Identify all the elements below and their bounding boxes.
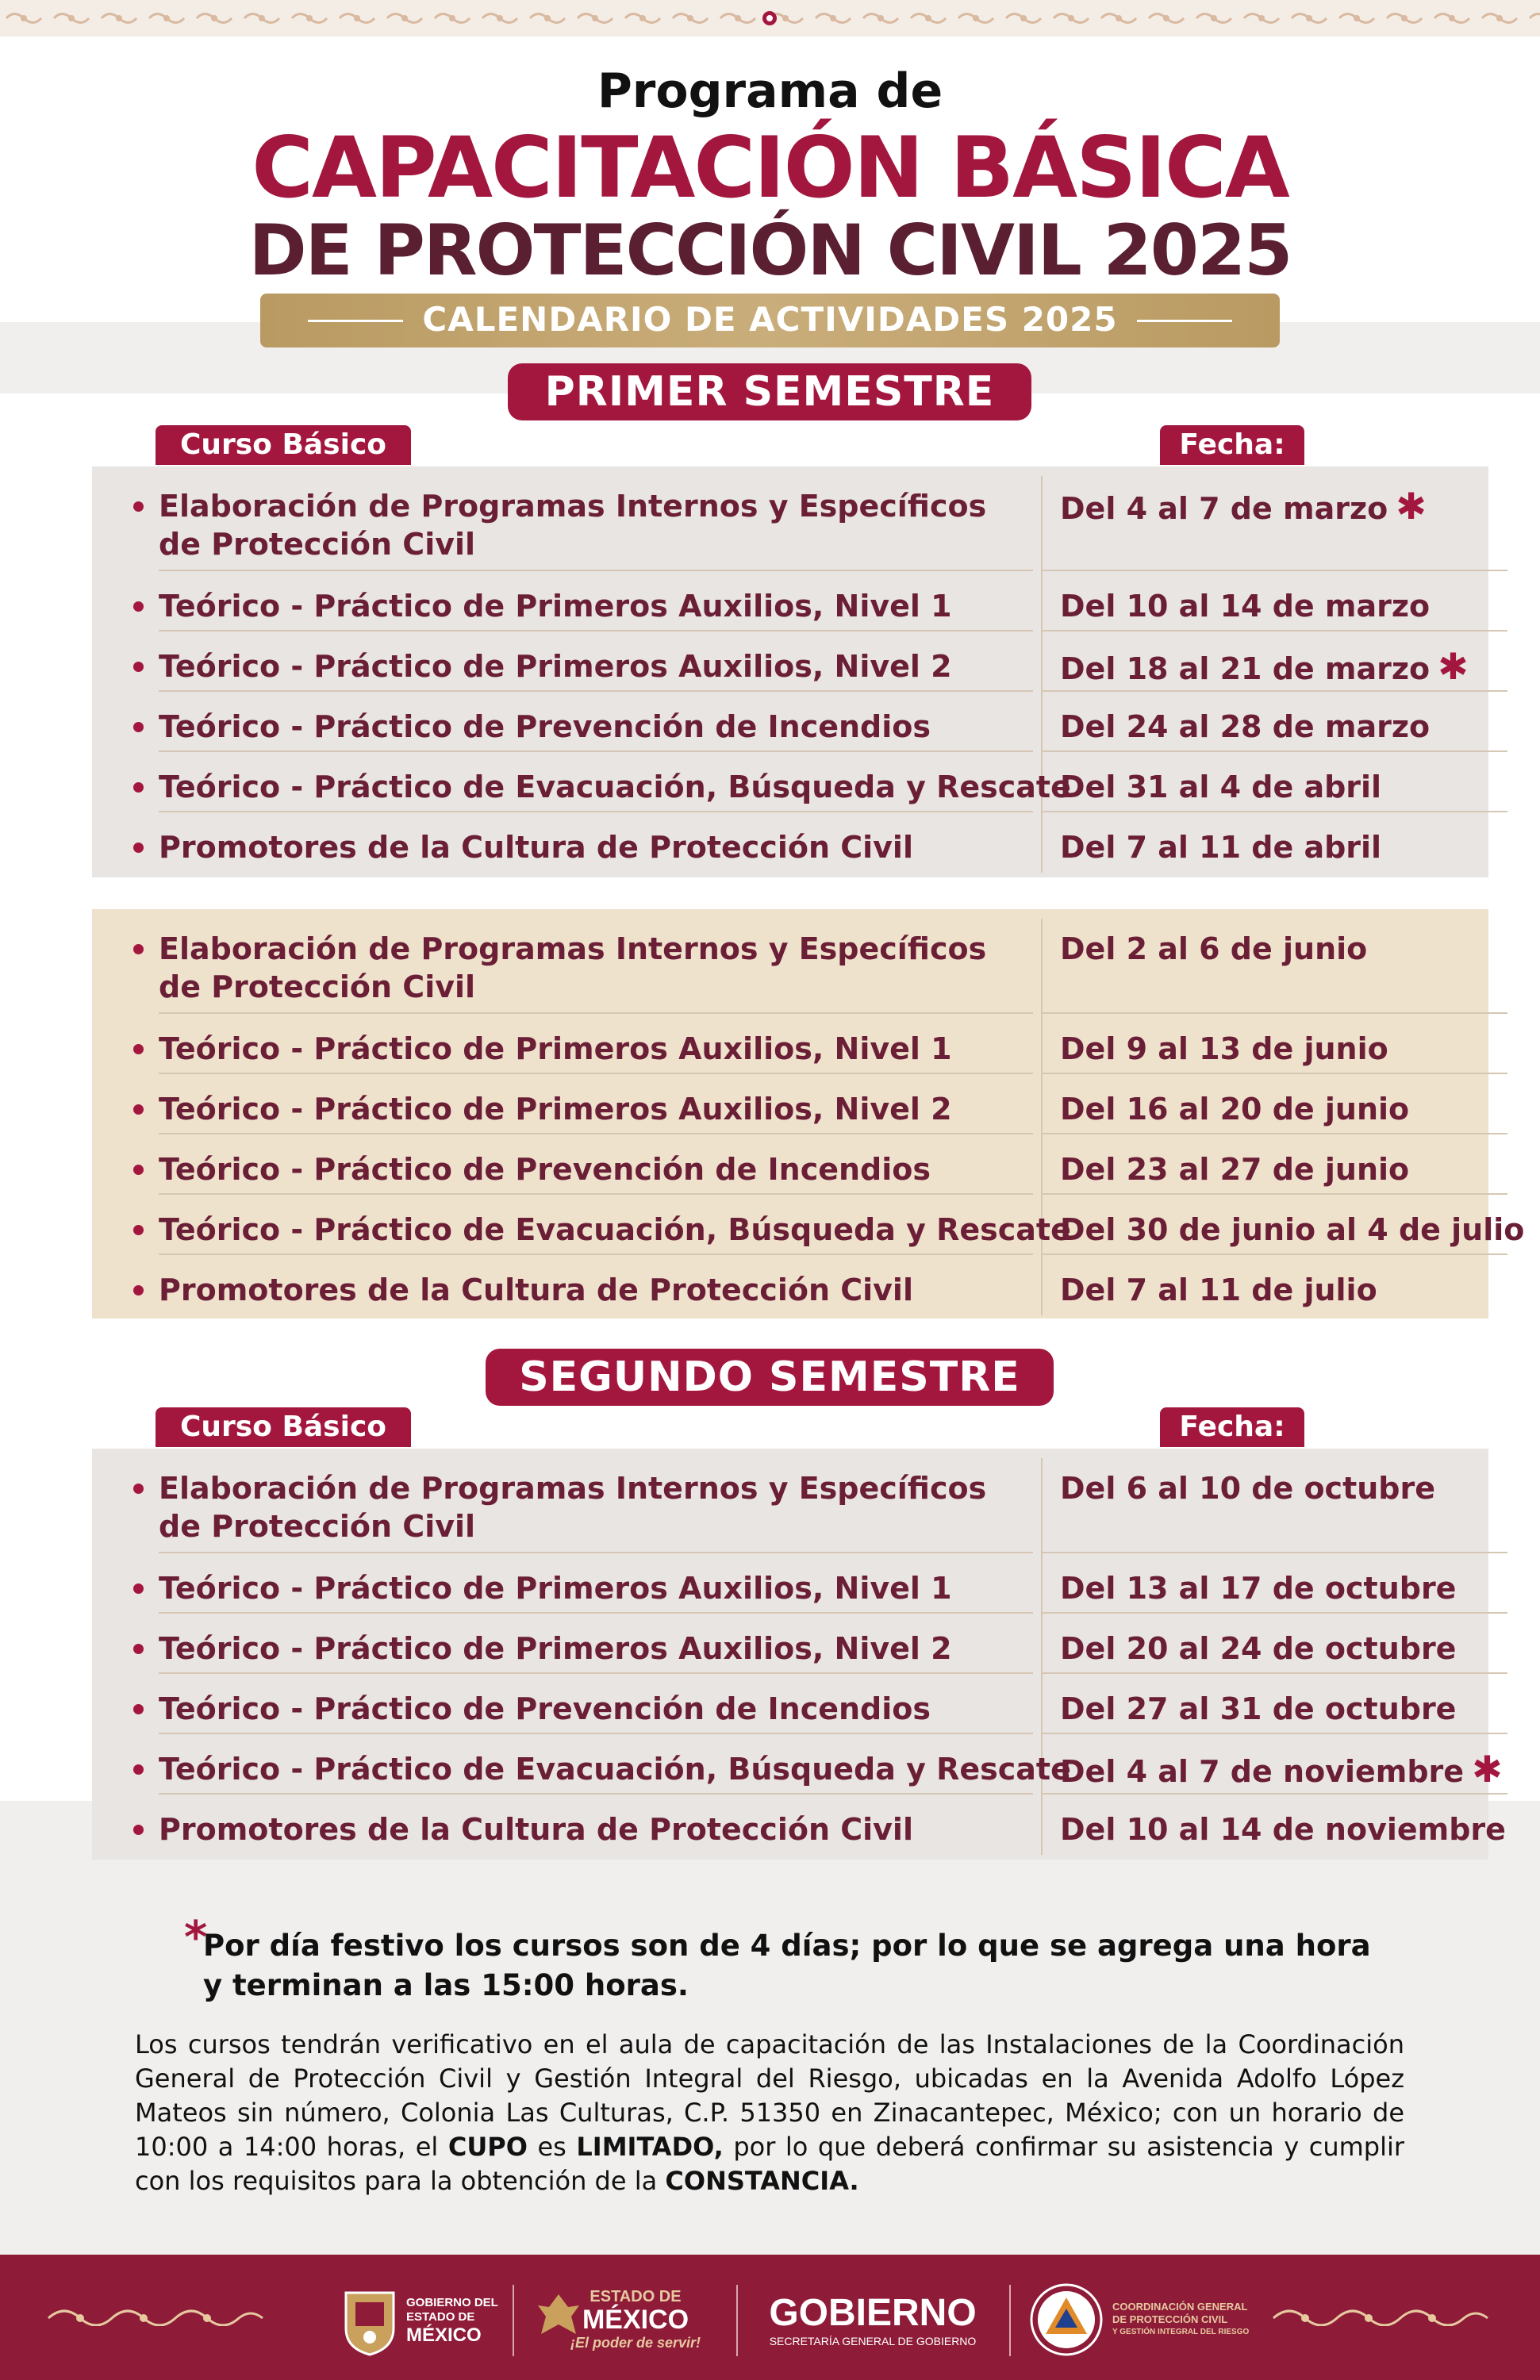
course-date-text: Del 6 al 10 de octubre: [1060, 1471, 1436, 1506]
course-date: [1060, 828, 1504, 866]
top-ornament-band: [0, 0, 1540, 36]
course-date-text: Del 31 al 4 de abril: [1060, 770, 1382, 804]
course-date: [1060, 1090, 1504, 1128]
holiday-asterisk-icon: ✱: [1396, 485, 1427, 528]
logo2-slogan: ¡El poder de servir!: [570, 2335, 701, 2351]
course-row: [92, 1074, 1488, 1134]
course-row: [92, 1553, 1488, 1614]
footer-ornament-left-icon: [44, 2302, 267, 2326]
bullet-icon: [133, 722, 144, 732]
course-row: [92, 692, 1488, 752]
course-date: [1060, 1271, 1504, 1309]
holiday-asterisk-icon: ✱: [1472, 1748, 1503, 1791]
course-date-text: Del 4 al 7 de marzo: [1060, 491, 1388, 526]
course-date-text: Del 7 al 11 de abril: [1060, 830, 1382, 865]
course-row: [92, 752, 1488, 812]
logo-coordinacion: [1112, 2301, 1249, 2339]
course-row: [92, 470, 1488, 571]
logo-estado-mexico: [568, 2288, 703, 2351]
course-row: [92, 1014, 1488, 1074]
holiday-note: [184, 1912, 1393, 2006]
course-header-1: Curso Básico: [156, 425, 411, 465]
logo1-line1: GOBIERNO DEL: [406, 2296, 498, 2309]
calendar-banner: [260, 294, 1280, 347]
course-row: [92, 912, 1488, 1014]
civil-protection-emblem-icon: [1028, 2282, 1104, 2358]
bullet-icon: [133, 1764, 144, 1775]
course-date-text: Del 30 de junio al 4 de julio: [1060, 1212, 1525, 1247]
course-date-text: Del 10 al 14 de noviembre: [1060, 1812, 1506, 1847]
info-text-3: por lo que deberá confirmar su asistencia y cumplir con los requisitos para la obtención de la: [135, 2132, 1405, 2196]
bullet-icon: [133, 501, 144, 512]
course-name: Teórico - Práctico de Prevención de Incendios: [159, 1691, 931, 1726]
info-cupo: CUPO: [447, 2132, 528, 2162]
course-header-2: Curso Básico: [156, 1407, 411, 1447]
logo2-top: ESTADO DE: [590, 2288, 682, 2305]
course-date: [1060, 1810, 1504, 1848]
course-date: [1060, 487, 1504, 528]
footer-divider-3: [1009, 2285, 1011, 2356]
info-paragraph: [135, 2028, 1404, 2198]
title-line-2: CAPACITACIÓN BÁSICA: [252, 119, 1288, 217]
course-name: Teórico - Práctico de Primeros Auxilios, Nivel 2: [159, 1631, 952, 1666]
course-row: [92, 1195, 1525, 1255]
course-date: [1060, 768, 1504, 806]
bullet-icon: [133, 1484, 144, 1494]
course-name: Teórico - Práctico de Evacuación, Búsqueda y Rescate: [159, 1212, 1071, 1247]
course-date-text: Del 2 al 6 de junio: [1060, 931, 1368, 966]
course-row: [92, 571, 1488, 631]
note-asterisk: *: [184, 1912, 208, 1964]
logo1-line2: ESTADO DE: [406, 2310, 475, 2324]
bullet-icon: [133, 782, 144, 793]
course-date: [1060, 1030, 1504, 1068]
course-date-text: Del 27 al 31 de octubre: [1060, 1691, 1457, 1726]
course-date: [1060, 587, 1504, 625]
course-name: Teórico - Práctico de Primeros Auxilios, Nivel 1: [159, 589, 952, 624]
footer-divider-1: [513, 2285, 514, 2356]
bullet-icon: [133, 601, 144, 612]
footer-divider-2: [736, 2285, 738, 2356]
course-row: [92, 1734, 1503, 1795]
logo3-main: GOBIERNO: [769, 2292, 977, 2334]
date-header-2: Fecha:: [1160, 1407, 1304, 1447]
course-name: Teórico - Práctico de Evacuación, Búsqueda y Rescate: [159, 1752, 1071, 1787]
logo4-line1: COORDINACIÓN GENERAL: [1112, 2301, 1248, 2313]
semester-title-2: SEGUNDO SEMESTRE: [486, 1349, 1054, 1406]
bullet-icon: [133, 1285, 144, 1296]
course-name: Teórico - Práctico de Primeros Auxilios, Nivel 2: [159, 1092, 952, 1127]
course-name: Teórico - Práctico de Prevención de Incendios: [159, 709, 931, 744]
logo4-line2: DE PROTECCIÓN CIVIL: [1112, 2313, 1228, 2325]
course-row: [92, 1255, 1488, 1315]
footer-bar: [0, 2255, 1540, 2380]
banner-line-right: [1137, 320, 1232, 322]
course-date: [1060, 1630, 1504, 1668]
bullet-icon: [133, 1044, 144, 1054]
date-header-1: Fecha:: [1160, 425, 1304, 465]
bullet-icon: [133, 1225, 144, 1235]
course-date: [1060, 1569, 1504, 1607]
info-limitado: LIMITADO,: [576, 2132, 724, 2162]
bullet-icon: [133, 944, 144, 954]
course-name: Teórico - Práctico de Primeros Auxilios, Nivel 1: [159, 1571, 952, 1606]
logo-gobierno: [754, 2293, 992, 2348]
calendar-title: CALENDARIO DE ACTIVIDADES 2025: [422, 300, 1118, 339]
note-text: Por día festivo los cursos son de 4 días; por lo que se agrega una hora y terminan a las 15:00 horas.: [203, 1929, 1371, 2002]
course-name: Elaboración de Programas Internos y Específicos de Protección Civil: [159, 931, 987, 1004]
holiday-asterisk-icon: ✱: [1438, 645, 1469, 688]
bullet-icon: [133, 843, 144, 853]
course-row: [92, 1134, 1488, 1195]
course-date: [1060, 1690, 1504, 1728]
course-date: [1060, 647, 1504, 688]
course-date-text: Del 7 al 11 de julio: [1060, 1273, 1377, 1307]
logo3-sub: SECRETARÍA GENERAL DE GOBIERNO: [769, 2335, 977, 2347]
course-date-text: Del 4 al 7 de noviembre: [1060, 1754, 1465, 1789]
course-date: [1060, 1469, 1504, 1507]
title-line-1: Programa de: [597, 63, 943, 119]
bullet-icon: [133, 1825, 144, 1835]
course-date: [1060, 708, 1504, 746]
course-date-text: Del 13 al 17 de octubre: [1060, 1571, 1457, 1606]
bullet-icon: [133, 1583, 144, 1594]
logo2-main: MÉXICO: [582, 2305, 689, 2335]
course-row: [92, 1614, 1488, 1674]
course-date: [1060, 1750, 1504, 1791]
info-constancia: CONSTANCIA.: [665, 2166, 859, 2196]
course-row: [92, 1795, 1506, 1855]
course-name: Teórico - Práctico de Evacuación, Búsqueda y Rescate: [159, 770, 1071, 804]
course-date-text: Del 20 al 24 de octubre: [1060, 1631, 1457, 1666]
course-table-1: [92, 466, 1488, 877]
info-text-2: es: [527, 2132, 577, 2162]
footer-ornament-right-icon: [1269, 2302, 1492, 2326]
course-name: Promotores de la Cultura de Protección Civil: [159, 830, 913, 865]
course-name: Elaboración de Programas Internos y Específicos de Protección Civil: [159, 489, 987, 562]
bullet-icon: [133, 662, 144, 672]
course-row: [92, 812, 1488, 873]
course-name: Elaboración de Programas Internos y Específicos de Protección Civil: [159, 1471, 987, 1544]
bullet-icon: [133, 1704, 144, 1714]
state-coat-of-arms-icon: [340, 2285, 400, 2356]
course-date: [1060, 1150, 1504, 1188]
course-date: [1060, 930, 1504, 968]
course-name: Teórico - Práctico de Prevención de Incendios: [159, 1152, 931, 1187]
course-date: [1060, 1211, 1525, 1249]
course-name: Promotores de la Cultura de Protección Civil: [159, 1812, 913, 1847]
semester-title-1: PRIMER SEMESTRE: [508, 363, 1031, 420]
course-date-text: Del 24 al 28 de marzo: [1060, 709, 1431, 744]
course-date-text: Del 9 al 13 de junio: [1060, 1031, 1388, 1066]
course-row: [92, 1452, 1488, 1553]
course-row: [92, 631, 1488, 692]
logo1-line3: MÉXICO: [406, 2324, 482, 2346]
course-name: Promotores de la Cultura de Protección Civil: [159, 1273, 913, 1307]
bullet-icon: [133, 1104, 144, 1115]
course-name: Teórico - Práctico de Primeros Auxilios, Nivel 1: [159, 1031, 952, 1066]
logo-gobierno-estado: [406, 2296, 498, 2347]
logo4-line3: Y GESTIÓN INTEGRAL DEL RIESGO: [1112, 2328, 1250, 2336]
title-line-3: DE PROTECCIÓN CIVIL 2025: [248, 209, 1292, 291]
course-table-3: [92, 1449, 1506, 1860]
info-text-1: Los cursos tendrán verificativo en el aula de capacitación de las Instalaciones de la Coordinación General de Protección Civil y Gestión Integral del Riesgo, ubicadas en la Avenida Adolfo López Mateos sin número, Colonia Las Culturas, C.P. 51350 en Zinacantepec, México; con un horario de 10:00 a 14:00 horas, el: [135, 2029, 1404, 2162]
course-row: [92, 1674, 1488, 1734]
course-date-text: Del 18 al 21 de marzo: [1060, 651, 1431, 686]
course-date-text: Del 16 al 20 de junio: [1060, 1092, 1410, 1127]
bullet-icon: [133, 1165, 144, 1175]
course-date-text: Del 23 al 27 de junio: [1060, 1152, 1410, 1187]
ornament-pattern-icon: [0, 0, 1540, 36]
bullet-icon: [133, 1644, 144, 1654]
course-table-2: [92, 909, 1525, 1319]
course-date-text: Del 10 al 14 de marzo: [1060, 589, 1431, 624]
course-name: Teórico - Práctico de Primeros Auxilios, Nivel 2: [159, 649, 952, 684]
